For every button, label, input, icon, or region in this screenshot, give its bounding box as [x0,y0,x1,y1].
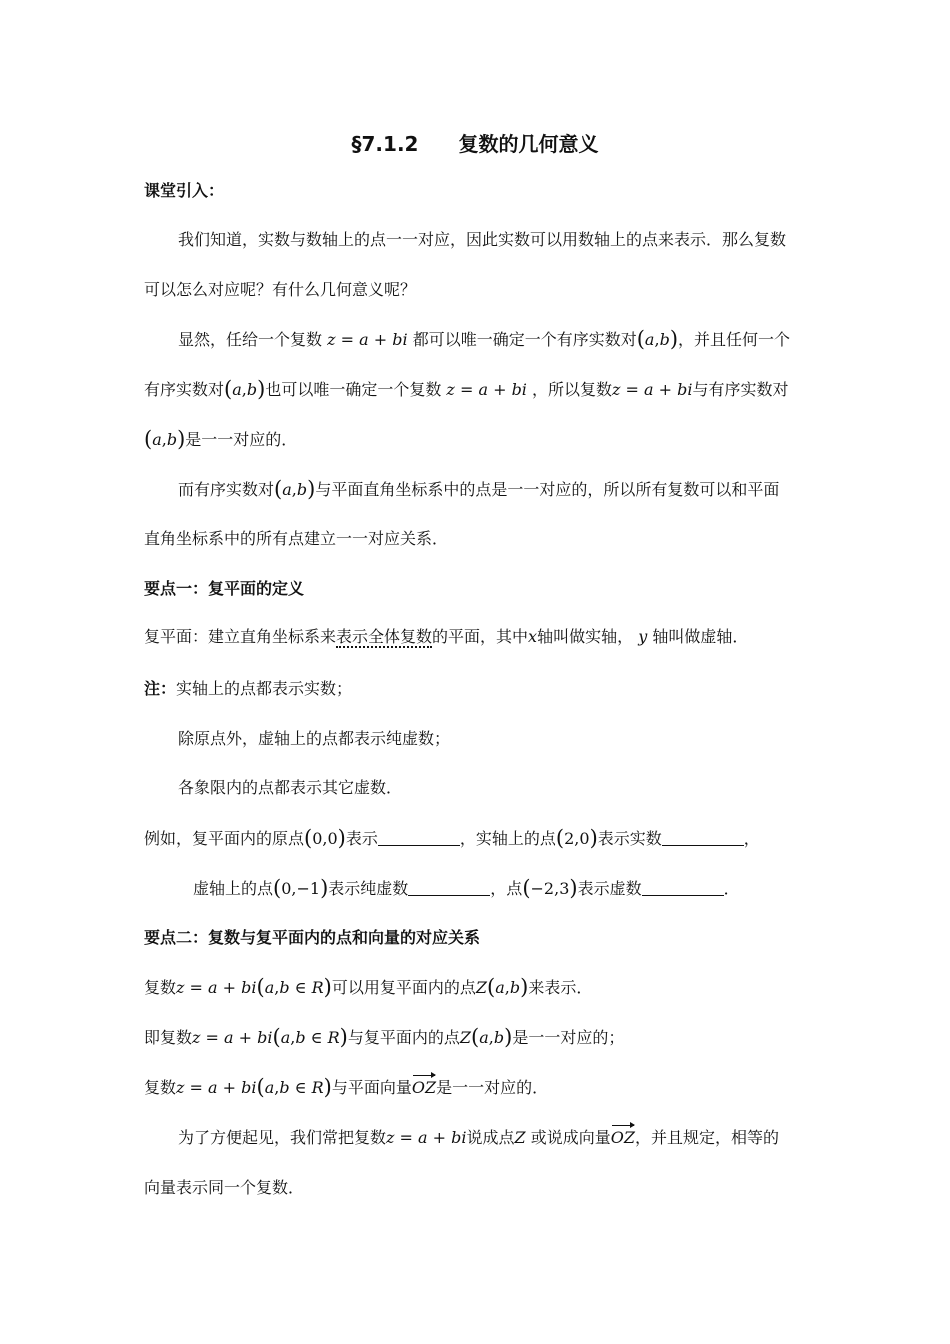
answer-blank[interactable] [408,879,490,896]
closing-paragraph-line-1: 为了方便起见，我们常把复数z = a + bi说成点Z 或说成向量OZ，并且规定，相等的 [178,1128,780,1147]
paragraph-3-line-1: 而有序实数对(a,b)与平面直角坐标系中的点是一一对应的，所以所有复数可以和平面 [178,477,780,501]
answer-blank[interactable] [662,829,744,846]
note-line-3: 各象限内的点都表示其它虚数． [178,778,403,797]
point-1-heading: 要点一：复平面的定义 [144,579,305,598]
paragraph-2-line-3: (a,b)是一一对应的． [144,427,298,451]
vector-oz: OZ [610,1128,635,1147]
example-line-1: 例如，复平面内的原点(0,0)表示 ，实轴上的点(2,0)表示实数 ， [144,826,760,850]
intro-paragraph-line-2: 可以怎么对应呢？有什么几何意义呢？ [144,280,417,299]
correspondence-line-1: 复数z = a + bi(a,b ∈ R)可以用复平面内的点Z(a,b)来表示． [144,975,593,999]
intro-paragraph-line-1: 我们知道，实数与数轴上的点一一对应，因此实数可以用数轴上的点来表示．那么复数 [178,230,787,249]
answer-blank[interactable] [642,879,724,896]
intro-heading: 课堂引入： [144,181,225,200]
note-line-1: 注：实轴上的点都表示实数； [144,679,353,698]
point-2-heading: 要点二：复数与复平面内的点和向量的对应关系 [144,928,481,947]
note-line-2: 除原点外，虚轴上的点都表示纯虚数； [178,729,451,748]
vector-oz: OZ [411,1078,437,1097]
paragraph-3-line-2: 直角坐标系中的所有点建立一一对应关系． [144,529,449,548]
page-title: §7.1.2 复数的几何意义 [351,132,599,156]
paragraph-2-line-1: 显然，任给一个复数 z = a + bi 都可以唯一确定一个有序实数对(a,b)，并且任何一个 [178,327,791,351]
example-line-2: 虚轴上的点(0,−1)表示纯虚数 ，点(−2,3)表示虚数 ． [193,876,740,900]
complex-plane-definition: 复平面：建立直角坐标系来表示全体复数的平面，其中x轴叫做实轴， y 轴叫做虚轴． [144,627,749,646]
answer-blank[interactable] [378,829,460,846]
correspondence-line-3: 复数z = a + bi(a,b ∈ R)与平面向量OZ是一一对应的． [144,1075,549,1099]
closing-paragraph-line-2: 向量表示同一个复数． [144,1178,305,1197]
paragraph-2-line-2: 有序实数对(a,b)也可以唯一确定一个复数 z = a + bi ，所以复数z = a + bi与有序实数对 [144,377,789,401]
correspondence-line-2: 即复数z = a + bi(a,b ∈ R)与复平面内的点Z(a,b)是一一对应的； [144,1025,625,1049]
